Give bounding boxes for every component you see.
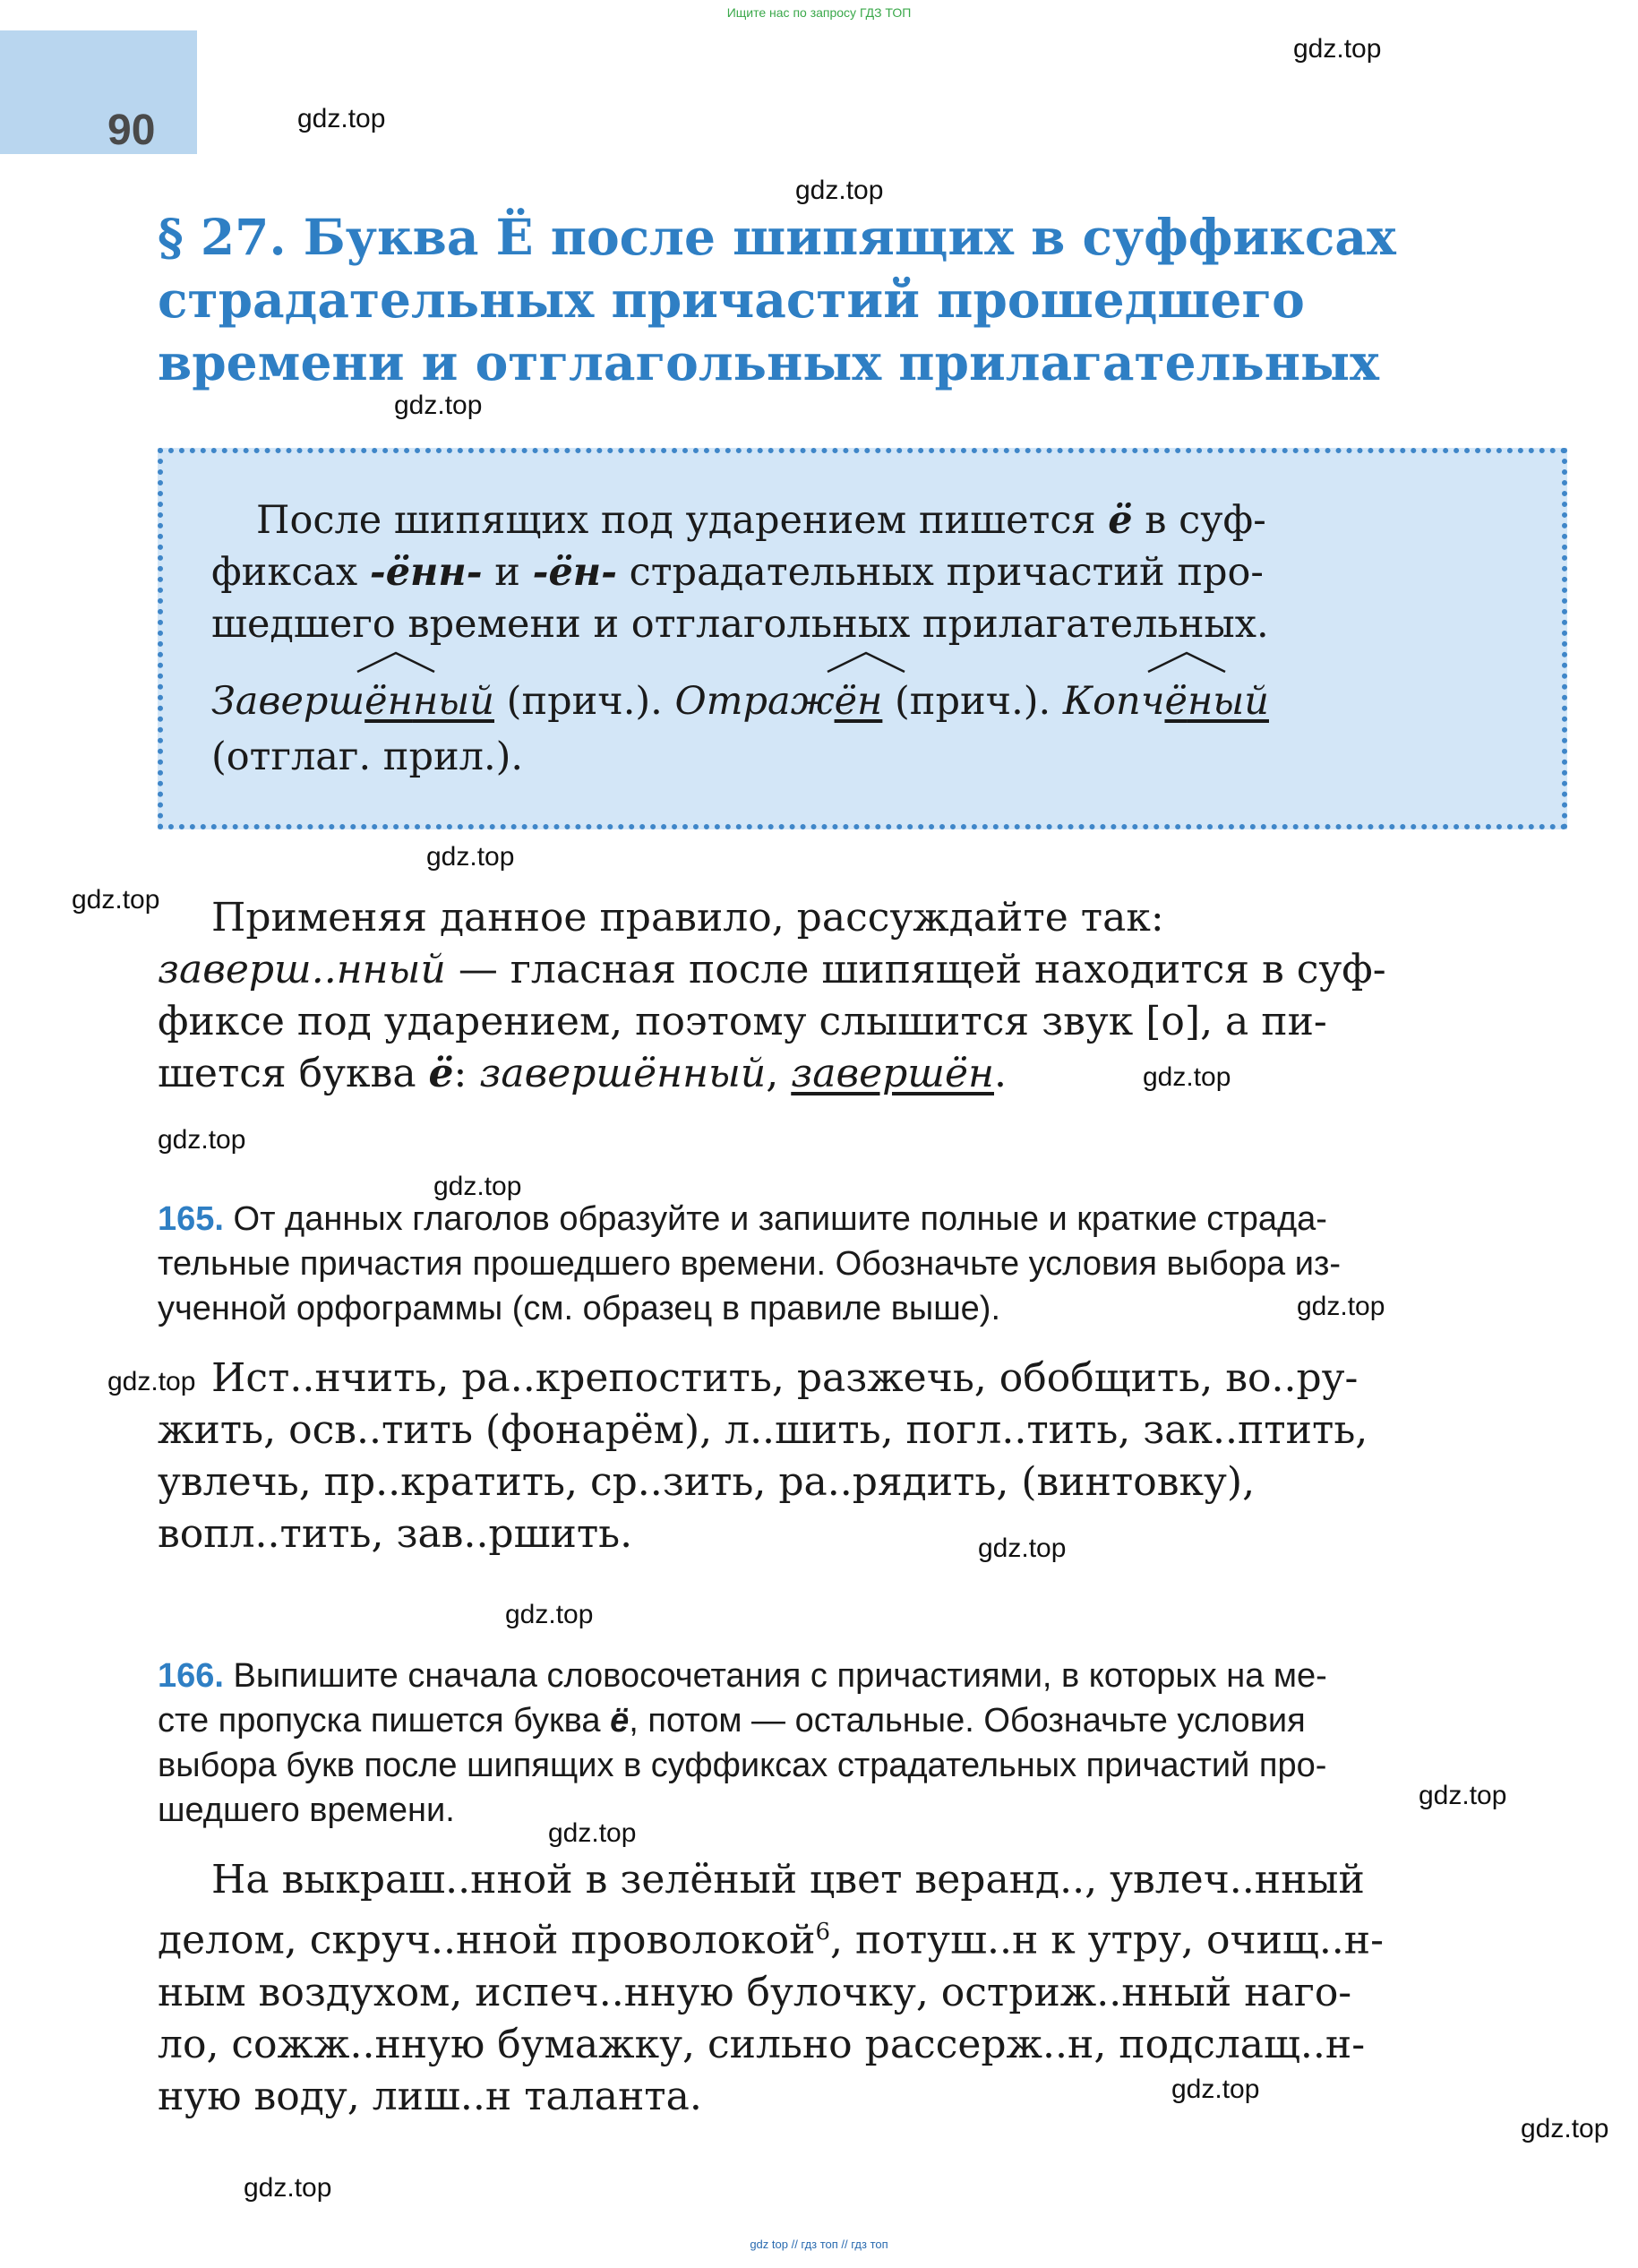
title-line: страдательных причастий прошедшего <box>158 271 1305 329</box>
watermark: gdz.top <box>426 842 515 872</box>
page-number: 90 <box>107 107 156 154</box>
watermark: gdz.top <box>795 176 884 205</box>
exercise-number: 165. <box>158 1200 224 1238</box>
rule-line: фиксах -ённ- и -ён- страдательных причастий про- <box>211 550 1264 595</box>
reason-line: заверш..нный — гласная после шипящей находится в суф- <box>158 947 1386 992</box>
watermark: gdz.top <box>244 2173 332 2203</box>
watermark: gdz.top <box>1419 1781 1507 1810</box>
example-word: Заверш ённый <box>211 679 494 724</box>
watermark: gdz.top <box>297 104 386 133</box>
title-line: § 27. Буква Ё после шипящих в суффиксах <box>158 208 1396 266</box>
reason-line: Применяя данное правило, рассуждайте так: <box>211 895 1164 941</box>
reasoning-text <box>158 892 1573 1100</box>
suffix-mark-icon <box>1146 650 1227 674</box>
rule-examples <box>211 674 1555 785</box>
watermark: gdz.top <box>1293 34 1382 64</box>
reason-line: шется буква ё: завершённый, завершён. <box>158 1051 1007 1096</box>
watermark: gdz.top <box>72 885 160 915</box>
example-word: Копч ёный <box>1063 679 1269 724</box>
exercise-165-words: Ист..нчить, ра..крепостить, разжечь, обобщить, во..ру- жить, осв..тить (фонарём), л..шить, погл..тить, зак..птить, увлечь, пр..кратить, ср..зить, ра..рядить, (винтовку), вопл..тить, зав..ршить. <box>158 1355 1368 1557</box>
footnote-mark: 6 <box>815 1919 831 1946</box>
exercise-165-task: 165. От данных глаголов образуйте и запишите полные и краткие страда- тельные причастия прошедшего времени. Обозначьте условия выбора из- ученной орфограммы (см. образец в правиле выше). <box>158 1200 1342 1327</box>
watermark: gdz.top <box>1297 1292 1385 1321</box>
example-word: Отраж ён <box>675 679 883 724</box>
watermark: gdz.top <box>548 1818 637 1848</box>
watermark: gdz.top <box>978 1533 1067 1563</box>
title-line: времени и отглагольных прилагательных <box>158 333 1379 391</box>
watermark: gdz.top <box>107 1367 196 1396</box>
examples-line: (отглаг. прил.). <box>211 735 524 779</box>
reason-line: фиксе под ударением, поэтому слышится звук [о], а пи- <box>158 999 1327 1044</box>
exercise-number: 166. <box>158 1657 224 1695</box>
rule-line: шедшего времени и отглагольных прилагательных. <box>211 602 1269 647</box>
bottom-note: gdz top // гдз топ // гдз топ <box>750 2238 888 2251</box>
watermark: gdz.top <box>1143 1062 1231 1092</box>
watermark: gdz.top <box>1521 2114 1609 2143</box>
top-search-note: Ищите нас по запросу ГДЗ ТОП <box>726 5 912 20</box>
watermark: gdz.top <box>1171 2075 1260 2104</box>
exercise-166-words: На выкраш..нной в зелёный цвет веранд.., увлеч..нный делом, скруч..нной проволокой$^6$, потуш..н к утру, очищ..н- ным воздухом, испеч..нную булочку, остриж..нный наго- ло, сожж..нную бумажку, сильно рассерж..н, подслащ..н- ную воду, лиш..н таланта. <box>158 1857 1384 2119</box>
suffix-mark-icon <box>826 650 906 674</box>
watermark: gdz.top <box>158 1125 246 1155</box>
watermark: gdz.top <box>433 1172 522 1201</box>
watermark: gdz.top <box>394 391 483 420</box>
rule-line: После шипящих под ударением пишется ё в суф- <box>256 498 1266 543</box>
section-title <box>158 206 1582 394</box>
exercise-166-task: 166. Выпишите сначала словосочетания с причастиями, в которых на ме- сте пропуска пишется буква ё, потом — остальные. Обозначьте условия выбора букв после шипящих в суффиксах страдательных причастий про- шедшего времени. <box>158 1657 1327 1829</box>
page-corner-tab <box>0 30 197 154</box>
examples-line: Заверш ённый (прич.). Отраж ён (прич.). Копч ёный <box>211 674 1555 729</box>
suffix-mark-icon <box>356 650 436 674</box>
rule-text <box>211 494 1537 650</box>
watermark: gdz.top <box>505 1600 594 1629</box>
